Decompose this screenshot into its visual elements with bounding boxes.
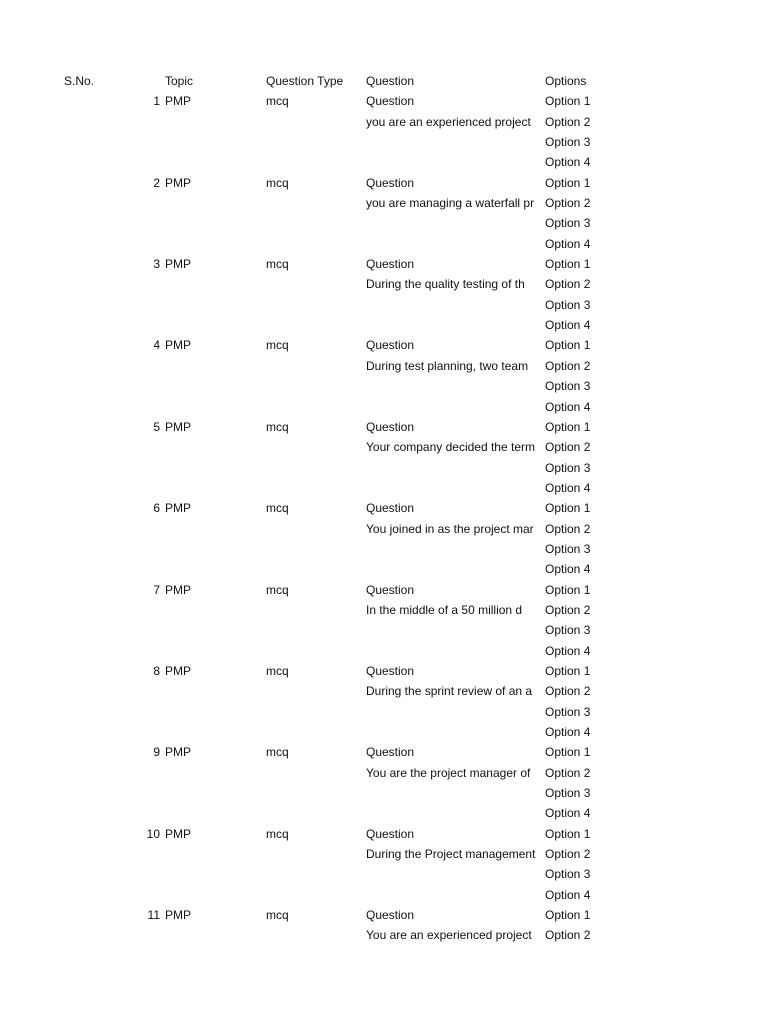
row-option: Option 1 [545, 419, 591, 434]
row-option: Option 2 [545, 684, 591, 699]
row-question-type: mcq [266, 826, 289, 841]
row-option: Option 3 [545, 379, 591, 394]
table-row [0, 315, 768, 335]
row-topic: PMP [165, 257, 192, 272]
row-option: Option 4 [545, 480, 591, 495]
table-row [0, 356, 768, 376]
row-option: Option 2 [545, 196, 591, 211]
row-question-text: you are managing a waterfall pr [366, 196, 535, 211]
table-row [0, 458, 768, 478]
table-row [0, 335, 768, 355]
table-row [0, 539, 768, 559]
table-row [0, 376, 768, 396]
row-question-label: Question [366, 175, 415, 190]
table-row [0, 803, 768, 823]
row-number: 3 [153, 257, 160, 272]
table-row [0, 620, 768, 640]
table-row [0, 580, 768, 600]
table-row [0, 213, 768, 233]
table-row [0, 152, 768, 172]
row-question-label: Question [366, 94, 415, 109]
row-option: Option 2 [545, 521, 591, 536]
row-topic: PMP [165, 663, 192, 678]
row-option: Option 3 [545, 623, 591, 638]
table-row [0, 417, 768, 437]
row-question-label: Question [366, 419, 415, 434]
table-row [0, 783, 768, 803]
row-number: 10 [146, 826, 160, 841]
table-row [0, 498, 768, 518]
table-row [0, 885, 768, 905]
row-question-text: You are the project manager of [366, 765, 531, 780]
table-row [0, 91, 768, 111]
row-option: Option 4 [545, 887, 591, 902]
row-question-label: Question [366, 826, 415, 841]
row-option: Option 2 [545, 277, 591, 292]
table-row [0, 234, 768, 254]
row-question-label: Question [366, 908, 415, 923]
table-row [0, 437, 768, 457]
row-option: Option 2 [545, 358, 591, 373]
table-row [0, 254, 768, 274]
table-row [0, 763, 768, 783]
header-question-type: Question Type [266, 74, 344, 88]
row-topic: PMP [165, 501, 192, 516]
table-row [0, 132, 768, 152]
row-option: Option 3 [545, 135, 591, 150]
row-option: Option 1 [545, 745, 591, 760]
row-option: Option 4 [545, 399, 591, 414]
row-question-text: Your company decided the term [366, 440, 535, 455]
row-question-type: mcq [266, 663, 289, 678]
row-option: Option 1 [545, 338, 591, 353]
row-number: 5 [153, 419, 160, 434]
row-topic: PMP [165, 826, 192, 841]
row-number: 4 [153, 338, 160, 353]
row-option: Option 1 [545, 94, 591, 109]
row-number: 2 [153, 175, 160, 190]
row-option: Option 1 [545, 663, 591, 678]
row-option: Option 4 [545, 806, 591, 821]
table-row [0, 905, 768, 925]
row-option: Option 1 [545, 582, 591, 597]
row-option: Option 2 [545, 602, 591, 617]
row-topic: PMP [165, 419, 192, 434]
table-row [0, 864, 768, 884]
row-option: Option 3 [545, 786, 591, 801]
row-number: 1 [153, 94, 160, 109]
table-row [0, 478, 768, 498]
table-row [0, 112, 768, 132]
row-question-type: mcq [266, 175, 289, 190]
row-number: 6 [153, 501, 160, 516]
row-option: Option 4 [545, 318, 591, 333]
table-row [0, 173, 768, 193]
row-question-label: Question [366, 338, 415, 353]
row-option: Option 1 [545, 257, 591, 272]
row-question-type: mcq [266, 582, 289, 597]
table-row [0, 193, 768, 213]
row-question-text: You are an experienced project [366, 928, 532, 943]
table-row [0, 600, 768, 620]
row-question-text: During the quality testing of th [366, 277, 525, 292]
row-question-text: During the Project management [366, 847, 536, 862]
table-row [0, 742, 768, 762]
row-question-text: You joined in as the project mar [366, 521, 534, 536]
row-option: Option 3 [545, 541, 591, 556]
row-option: Option 3 [545, 297, 591, 312]
table-body [0, 91, 768, 945]
header-row [0, 71, 768, 91]
table-row [0, 641, 768, 661]
row-option: Option 3 [545, 704, 591, 719]
row-option: Option 1 [545, 175, 591, 190]
table-row [0, 925, 768, 945]
row-option: Option 3 [545, 867, 591, 882]
table-row [0, 722, 768, 742]
row-option: Option 4 [545, 236, 591, 251]
row-question-text: During the sprint review of an a [366, 684, 533, 699]
row-option: Option 2 [545, 440, 591, 455]
row-option: Option 3 [545, 216, 591, 231]
header-question: Question [366, 74, 415, 88]
row-number: 11 [147, 908, 160, 923]
row-topic: PMP [165, 175, 192, 190]
row-question-type: mcq [266, 908, 289, 923]
row-option: Option 4 [545, 643, 591, 658]
row-question-type: mcq [266, 94, 289, 109]
row-option: Option 3 [545, 460, 591, 475]
table-row [0, 274, 768, 294]
table-row [0, 702, 768, 722]
row-option: Option 2 [545, 114, 591, 129]
row-option: Option 1 [545, 908, 591, 923]
row-topic: PMP [165, 94, 192, 109]
row-question-type: mcq [266, 338, 289, 353]
spreadsheet [0, 71, 768, 946]
row-question-text: During test planning, two team [366, 358, 529, 373]
row-question-text: you are an experienced project [366, 114, 531, 129]
table-row [0, 397, 768, 417]
row-question-label: Question [366, 663, 415, 678]
row-topic: PMP [165, 582, 192, 597]
table-row [0, 559, 768, 579]
row-question-label: Question [366, 501, 415, 516]
header-options: Options [545, 74, 587, 88]
row-number: 8 [153, 663, 160, 678]
row-topic: PMP [165, 338, 192, 353]
row-question-label: Question [366, 257, 415, 272]
row-question-type: mcq [266, 257, 289, 272]
row-option: Option 2 [545, 847, 591, 862]
header-sno: S.No. [64, 74, 95, 88]
row-number: 9 [153, 745, 160, 760]
row-question-label: Question [366, 582, 415, 597]
table-row [0, 681, 768, 701]
row-number: 7 [153, 582, 160, 597]
row-option: Option 4 [545, 562, 591, 577]
row-question-type: mcq [266, 745, 289, 760]
row-topic: PMP [165, 908, 192, 923]
row-question-text: In the middle of a 50 million d [366, 602, 523, 617]
header-topic: Topic [165, 74, 194, 88]
row-option: Option 1 [545, 501, 591, 516]
row-option: Option 4 [545, 155, 591, 170]
row-option: Option 2 [545, 928, 591, 943]
row-option: Option 4 [545, 725, 591, 739]
row-option: Option 1 [545, 826, 591, 841]
table-row [0, 844, 768, 864]
row-question-type: mcq [266, 501, 289, 516]
table-row [0, 824, 768, 844]
row-option: Option 2 [545, 765, 591, 780]
row-question-label: Question [366, 745, 415, 760]
table-row [0, 661, 768, 681]
table-row [0, 519, 768, 539]
table-row [0, 295, 768, 315]
row-topic: PMP [165, 745, 192, 760]
row-question-type: mcq [266, 419, 289, 434]
